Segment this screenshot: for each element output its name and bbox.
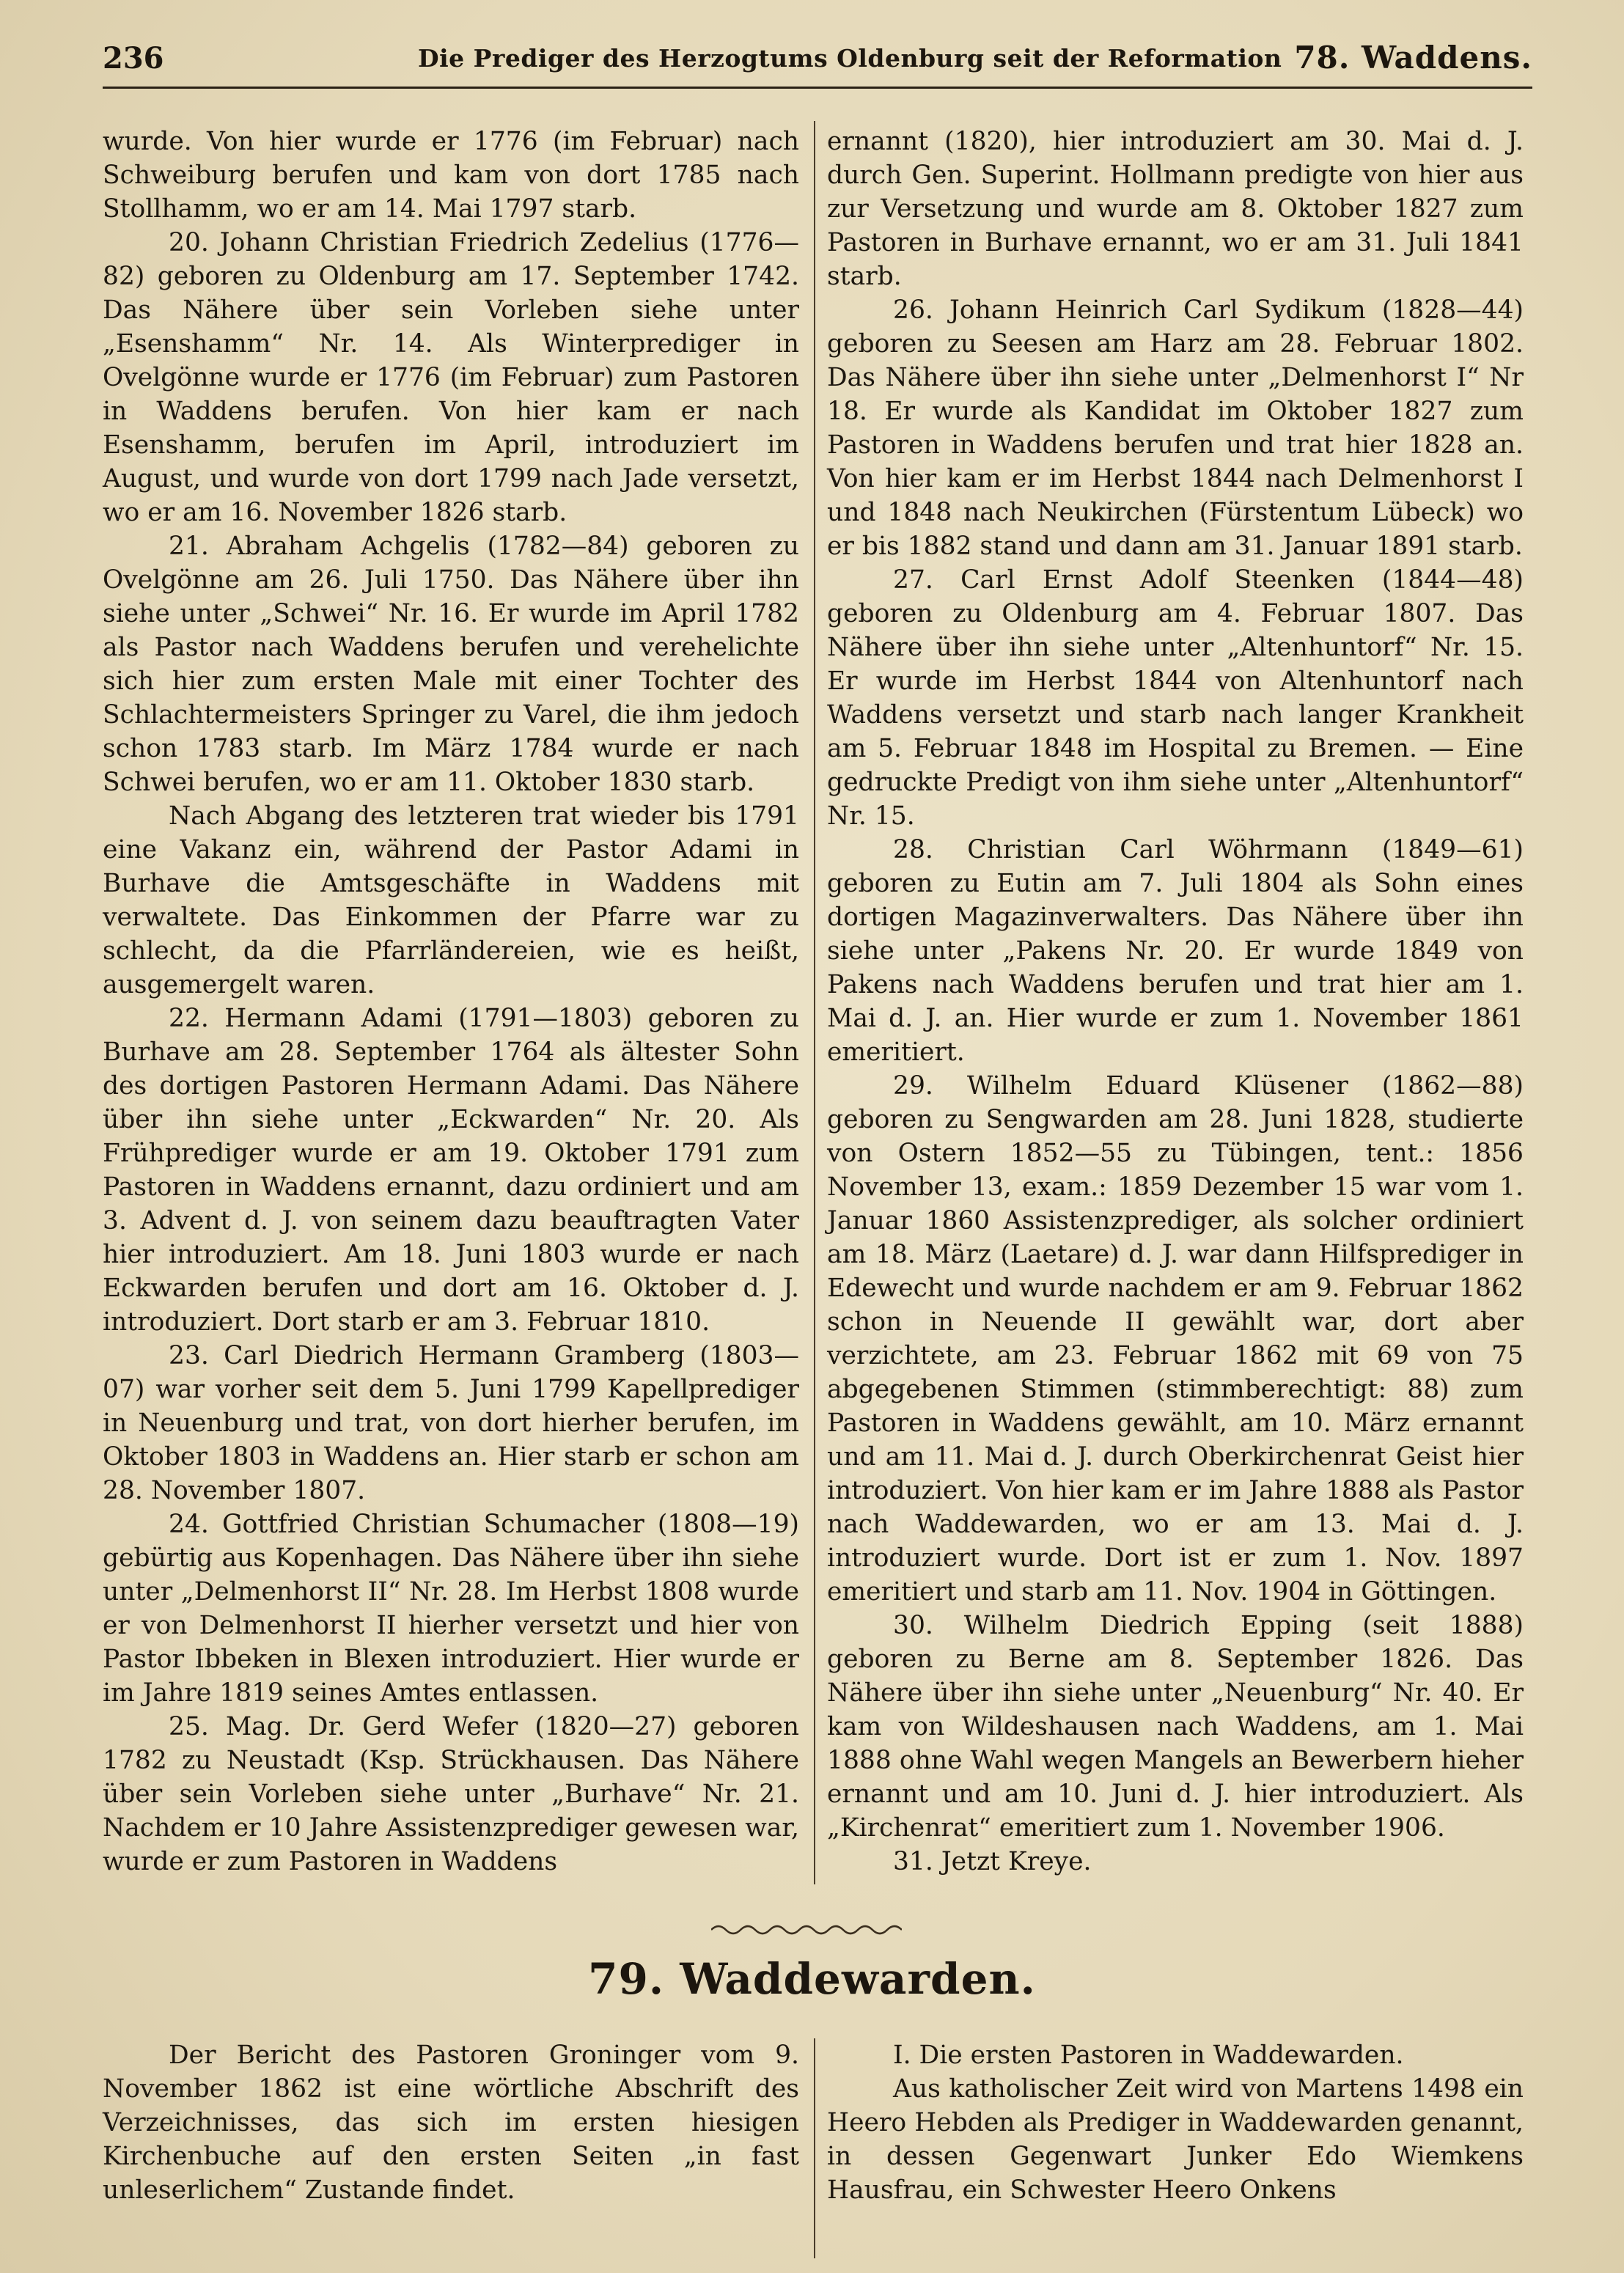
bottom-right-column	[827, 2038, 1524, 2207]
paragraph: Nach Abgang des letzteren trat wieder bis 1791 eine Vakanz ein, während der Pastor Adami in Burhave die Amtsgeschäfte in Waddens mit verwaltete. Das Einkommen der Pfarre war zu schlecht, da die Pfarrländereien, wie es heißt, ausgemergelt waren.	[103, 801, 799, 999]
paragraph: 25. Mag. Dr. Gerd Wefer (1820—27) geboren 1782 zu Neustadt (Ksp. Strückhausen. Das Nähere über sein Vorleben siehe unter „Burhave“ Nr. 21. Nachdem er 10 Jahre Assistenzprediger gewesen war, wurde er zum Pastoren in Waddens	[103, 1712, 799, 1876]
left-column	[103, 125, 799, 1879]
bottom-left-column	[103, 2038, 799, 2207]
paragraph: 26. Johann Heinrich Carl Sydikum (1828—44) geboren zu Seesen am Harz am 28. Februar 1802. Das Nähere über ihn siehe unter „Delmenhorst I“ Nr 18. Er wurde als Kandidat im Oktober 1827 zum Pastoren in Waddens berufen und trat hier 1828 an. Von hier kam er im Herbst 1844 nach Delmenhorst I und 1848 nach Neukirchen (Fürstentum Lübeck) wo er bis 1882 stand und dann am 31. Januar 1891 starb.	[827, 295, 1524, 561]
section-marker: 78. Waddens.	[1294, 40, 1532, 76]
section-title: 79. Waddewarden.	[588, 1954, 1036, 2004]
page-header	[103, 38, 1532, 82]
column-divider	[814, 121, 815, 1884]
page-number: 236	[103, 41, 164, 76]
paragraph: 27. Carl Ernst Adolf Steenken (1844—48) geboren zu Oldenburg am 4. Februar 1807. Das Nähere über ihn siehe unter „Altenhuntorf“ Nr. 15. Er wurde im Herbst 1844 von Altenhuntorf nach Waddens versetzt und starb nach langer Krankheit am 5. Februar 1848 im Hospital zu Bremen. — Eine gedruckte Predigt von ihm siehe unter „Altenhuntorf“ Nr. 15.	[827, 565, 1524, 831]
paragraph: 28. Christian Carl Wöhrmann (1849—61) geboren zu Eutin am 7. Juli 1804 als Sohn eines dortigen Magazinverwalters. Das Nähere über ihn siehe unter „Pakens Nr. 20. Er wurde 1849 von Pakens nach Waddens berufen und trat hier am 1. Mai d. J. an. Hier wurde er zum 1. November 1861 emeritiert.	[827, 835, 1524, 1067]
paragraph: 24. Gottfried Christian Schumacher (1808—19) gebürtig aus Kopenhagen. Das Nähere über ihn siehe unter „Delmenhorst II“ Nr. 28. Im Herbst 1808 wurde er von Delmenhorst II hierher versetzt und hier von Pastor Ibbeken in Blexen introduziert. Hier wurde er im Jahre 1819 seines Amtes entlassen.	[103, 1510, 799, 1708]
paragraph: 22. Hermann Adami (1791—1803) geboren zu Burhave am 28. September 1764 als ältester Sohn des dortigen Pastoren Hermann Adami. Das Nähere über ihn siehe unter „Eckwarden“ Nr. 20. Als Frühprediger wurde er am 19. Oktober 1791 zum Pastoren in Waddens ernannt, dazu ordiniert und am 3. Advent d. J. von seinem dazu beauftragten Vater hier introduziert. Am 18. Juni 1803 wurde er nach Eckwarden berufen und dort am 16. Oktober d. J. introduziert. Dort starb er am 3. Februar 1810.	[103, 1004, 799, 1337]
paragraph: wurde. Von hier wurde er 1776 (im Februar) nach Schweiburg berufen und kam von dort 1785 nach Stollhamm, wo er am 14. Mai 1797 starb.	[103, 127, 799, 224]
paragraph: 29. Wilhelm Eduard Klüsener (1862—88) geboren zu Sengwarden am 28. Juni 1828, studierte von Ostern 1852—55 zu Tübingen, tent.: 1856 November 13, exam.: 1859 Dezember 15 war vom 1. Januar 1860 Assistenzprediger, als solcher ordiniert am 18. März (Laetare) d. J. war dann Hilfsprediger in Edewecht und wurde nachdem er am 9. Februar 1862 schon in Neuende II gewählt war, dort aber verzichtete, am 23. Februar 1862 mit 69 von 75 abgegebenen Stimmen (stimmberechtigt: 88) zum Pastoren in Waddens gewählt, am 10. März ernannt und am 11. Mai d. J. durch Oberkirchenrat Geist hier introduziert. Von hier kam er im Jahre 1888 als Pastor nach Waddewarden, wo er am 13. Mai d. J. introduziert wurde. Dort ist er zum 1. Nov. 1897 emeritiert und starb am 11. Nov. 1904 in Göttingen.	[827, 1071, 1524, 1606]
paragraph: 23. Carl Diedrich Hermann Gramberg (1803—07) war vorher seit dem 5. Juni 1799 Kapellprediger in Neuenburg und trat, von dort hierher berufen, im Oktober 1803 in Waddens an. Hier starb er schon am 28. November 1807.	[103, 1341, 799, 1505]
right-column	[827, 125, 1524, 1879]
paragraph: 21. Abraham Achgelis (1782—84) geboren zu Ovelgönne am 26. Juli 1750. Das Nähere über ihn siehe unter „Schwei“ Nr. 16. Er wurde im April 1782 als Pastor nach Waddens berufen und verehelichte sich hier zum ersten Male mit einer Tochter des Schlachtermeisters Springer zu Varel, die ihm jedoch schon 1783 starb. Im März 1784 wurde er nach Schwei berufen, wo er am 11. Oktober 1830 starb.	[103, 532, 799, 797]
running-title: Die Prediger des Herzogtums Oldenburg seit der Reformation	[418, 44, 1282, 73]
column-divider	[814, 2038, 815, 2258]
paragraph: 31. Jetzt Kreye.	[893, 1847, 1092, 1876]
paragraph: Aus katholischer Zeit wird von Martens 1498 ein Heero Hebden als Prediger in Waddewarden genannt, in dessen Gegenwart Junker Edo Wiemkens Hausfrau, ein Schwester Heero Onkens	[827, 2074, 1524, 2205]
header-rule	[103, 87, 1532, 89]
section-ornament	[711, 1921, 902, 1939]
paragraph: 30. Wilhelm Diedrich Epping (seit 1888) geboren zu Berne am 8. September 1826. Das Nähere über ihn siehe unter „Neuenburg“ Nr. 40. Er kam von Wildeshausen nach Waddens, am 1. Mai 1888 ohne Wahl wegen Mangels an Bewerbern hieher ernannt und am 10. Juni d. J. hier introduziert. Als „Kirchenrat“ emeritiert zum 1. November 1906.	[827, 1611, 1524, 1843]
paragraph: 20. Johann Christian Friedrich Zedelius (1776—82) geboren zu Oldenburg am 17. September 1742. Das Nähere über sein Vorleben siehe unter „Esenshamm“ Nr. 14. Als Winterprediger in Ovelgönne wurde er 1776 (im Februar) zum Pastoren in Waddens berufen. Von hier kam er nach Esenshamm, berufen im April, introduziert im August, und wurde von dort 1799 nach Jade versetzt, wo er am 16. November 1826 starb.	[103, 228, 799, 527]
paragraph: Der Bericht des Pastoren Groninger vom 9. November 1862 ist eine wörtliche Abschrift des Verzeichnisses, das sich im ersten hiesigen Kirchenbuche auf den ersten Seiten „in fast unleserlichem“ Zustande findet.	[103, 2041, 799, 2205]
paragraph: ernannt (1820), hier introduziert am 30. Mai d. J. durch Gen. Superint. Hollmann predigte von hier aus zur Versetzung und wurde am 8. Oktober 1827 zum Pastoren in Burhave ernannt, wo er am 31. Juli 1841 starb.	[827, 127, 1524, 291]
subheading: I. Die ersten Pastoren in Waddewarden.	[893, 2041, 1404, 2070]
